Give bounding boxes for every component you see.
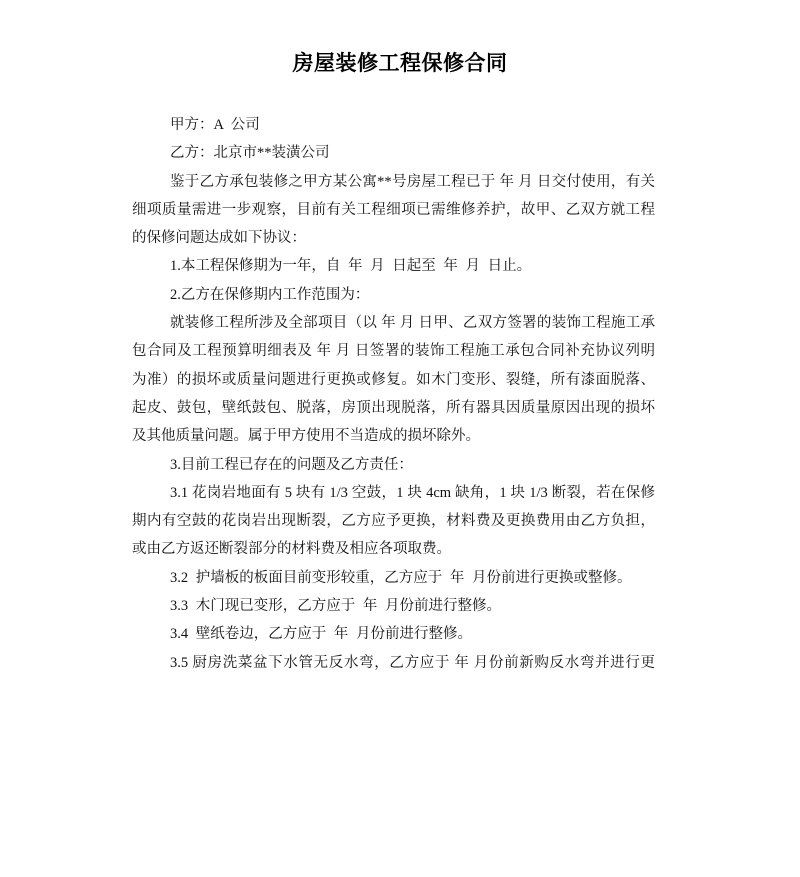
text-line: 及其他质量问题。属于甲方使用不当造成的损坏除外。 bbox=[132, 428, 480, 445]
text-line: 包合同及工程预算明细表及 年 月 日签署的装饰工程施工承包合同补充协议列明 bbox=[132, 343, 655, 360]
document-body bbox=[132, 111, 655, 677]
text-line: 3.2 护墙板的板面目前变形较重，乙方应于 年 月份前进行更换或整修。 bbox=[170, 569, 632, 586]
text-line: 3.1 花岗岩地面有 5 块有 1/3 空鼓，1 块 4cm 缺角，1 块 1/3 断裂，若在保修 bbox=[170, 484, 655, 501]
text-line: 甲方：A 公司 bbox=[170, 117, 260, 133]
text-line: 期内有空鼓的花岗岩出现断裂，乙方应予更换，材料费及更换费用由乙方负担， bbox=[132, 513, 655, 530]
text-line: 3.目前工程已存在的问题及乙方责任： bbox=[170, 456, 413, 473]
text-line: 起皮、鼓包，壁纸鼓包、脱落，房顶出现脱落，所有器具因质量原因出现的损坏 bbox=[132, 399, 655, 416]
text-line: 3.3 木门现已变形，乙方应于 年 月份前进行整修。 bbox=[170, 598, 501, 615]
text-line: 就装修工程所涉及全部项目（以 年 月 日甲、乙双方签署的装饰工程施工承 bbox=[170, 315, 655, 332]
text-line: 的保修问题达成如下协议： bbox=[132, 230, 306, 247]
text-line: 乙方：北京市**装潢公司 bbox=[170, 145, 330, 162]
text-line: 1.本工程保修期为一年，自 年 月 日起至 年 月 日止。 bbox=[170, 258, 532, 275]
text-line: 为准）的损坏或质量问题进行更换或修复。如木门变形、裂缝，所有漆面脱落、 bbox=[132, 371, 655, 388]
text-line: 3.5 厨房洗菜盆下水管无反水弯，乙方应于 年 月份前新购反水弯并进行更 bbox=[170, 654, 655, 671]
text-line: 2.乙方在保修期内工作范围为： bbox=[170, 286, 370, 303]
text-line: 鉴于乙方承包装修之甲方某公寓**号房屋工程已于 年 月 日交付使用，有关 bbox=[170, 173, 655, 190]
text-line: 或由乙方返还断裂部分的材料费及相应各项取费。 bbox=[132, 541, 451, 558]
document-title: 房屋装修工程保修合同 bbox=[292, 51, 508, 75]
text-line: 3.4 壁纸卷边，乙方应于 年 月份前进行整修。 bbox=[170, 626, 472, 643]
text-line: 细项质量需进一步观察，目前有关工程细项已需维修养护，故甲、乙双方就工程 bbox=[132, 201, 655, 218]
